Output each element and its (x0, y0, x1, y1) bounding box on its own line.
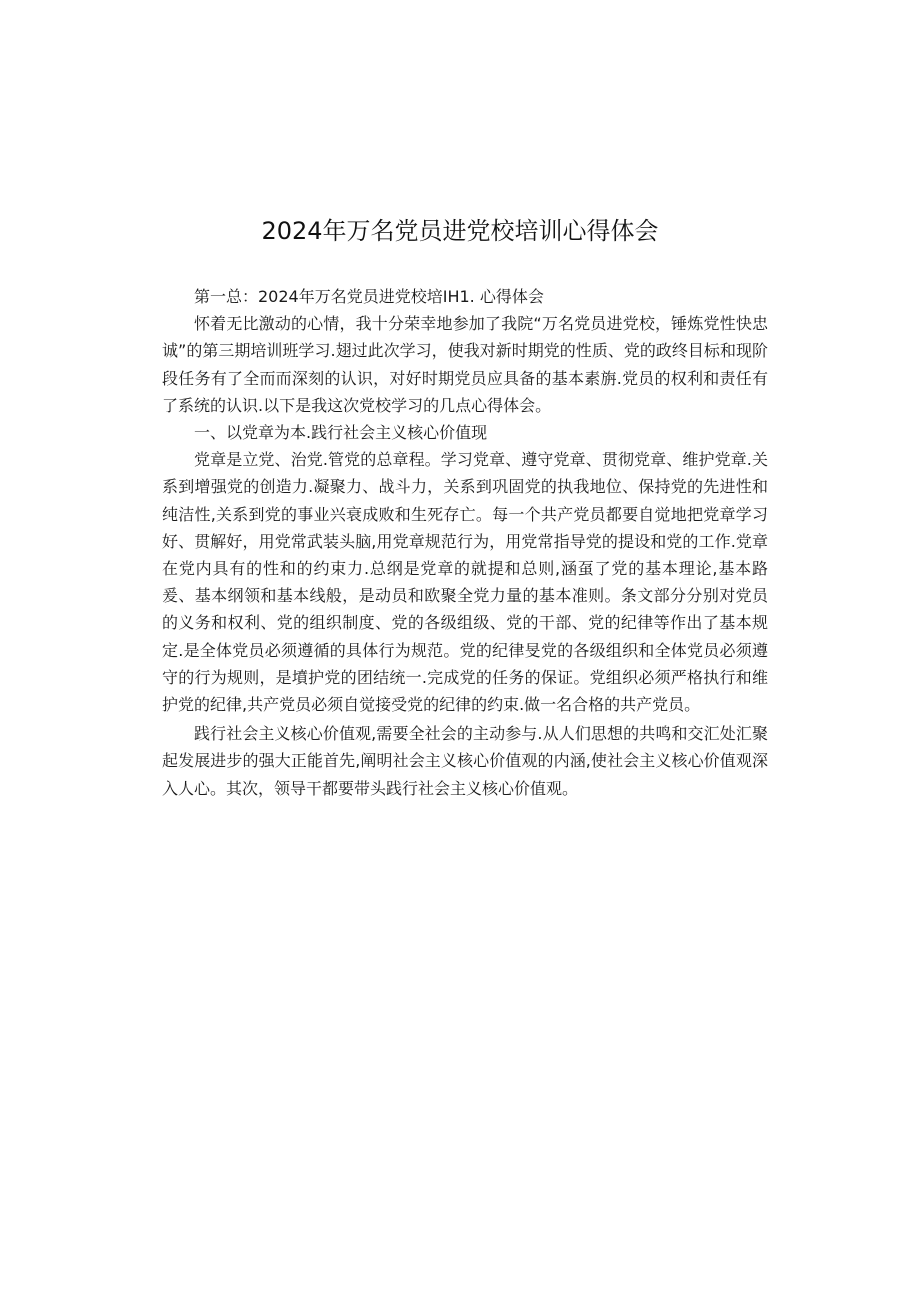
document-title: 2024年万名党员进党校培训心得体会 (261, 217, 659, 245)
body-paragraph: 党章是立党、治党.管党的总章程。学习党章、遵守党章、贯彻党章、维护党章.关系到增强党的创造力.凝聚力、战斗力，关系到巩固党的执我地位、保持党的先进性和纯洁性,关系到党的事业兴衰成败和生死存亡。每一个共产党员都要自觉地把党章学习好、贯解好，用党常武装头脑,用党章规范行为，用党常指导党的提设和党的工作.党章在党内具有的性和的约束力.总纲是党章的就提和总则,涵虿了党的基本理论,基本路爰、基本纲领和基本线般，是动员和欧聚全党力量的基本准则。条文部分分别对党员的义务和权利、党的组织制度、党的各级组级、党的干部、党的纪律等作出了基本规定.是全体党员必须遵循的具体行为规范。党的纪律旻党的各级组织和全体党员必须遵守的行为规则，是墳护党的团结统一.完成党的任务的保证。党组织必须严格执行和维护党的纪律,共产党员必须自觉接受党的纪律的约束.做一名合格的共产党员。 (162, 450, 768, 715)
section-heading: 一、以党章为本.践行社会主义核心价值现 (194, 423, 488, 443)
chapter-heading: 第一总：2024年万名党员进党校培IH1. 心得体会 (194, 287, 544, 306)
body-paragraph: 践行社会主义核心价值观,需要全社会的主动参与.从人们思想的共鸣和交汇处汇聚起发展进步的强大正能首先,阐明社会主义核心价值观的内涵,使社会主义核心价值观深入人心。其次，领导干都要带头践行社会主义核心价值观。 (162, 724, 768, 798)
document-body (162, 283, 768, 802)
intro-paragraph: 怀着无比激动的心情，我十分荣幸地参加了我院“万名党员进党校，锤炼党性快忠诚”的第三期培训班学习.翅过此次学习，使我对新时期党的性质、党的政终目标和现阶段任务有了全而而深刻的认识，对好时期党员应具备的基本素旃.党员的权利和责任有了系统的认识.以下是我这次党校学习的几点心得体会。 (162, 314, 768, 415)
